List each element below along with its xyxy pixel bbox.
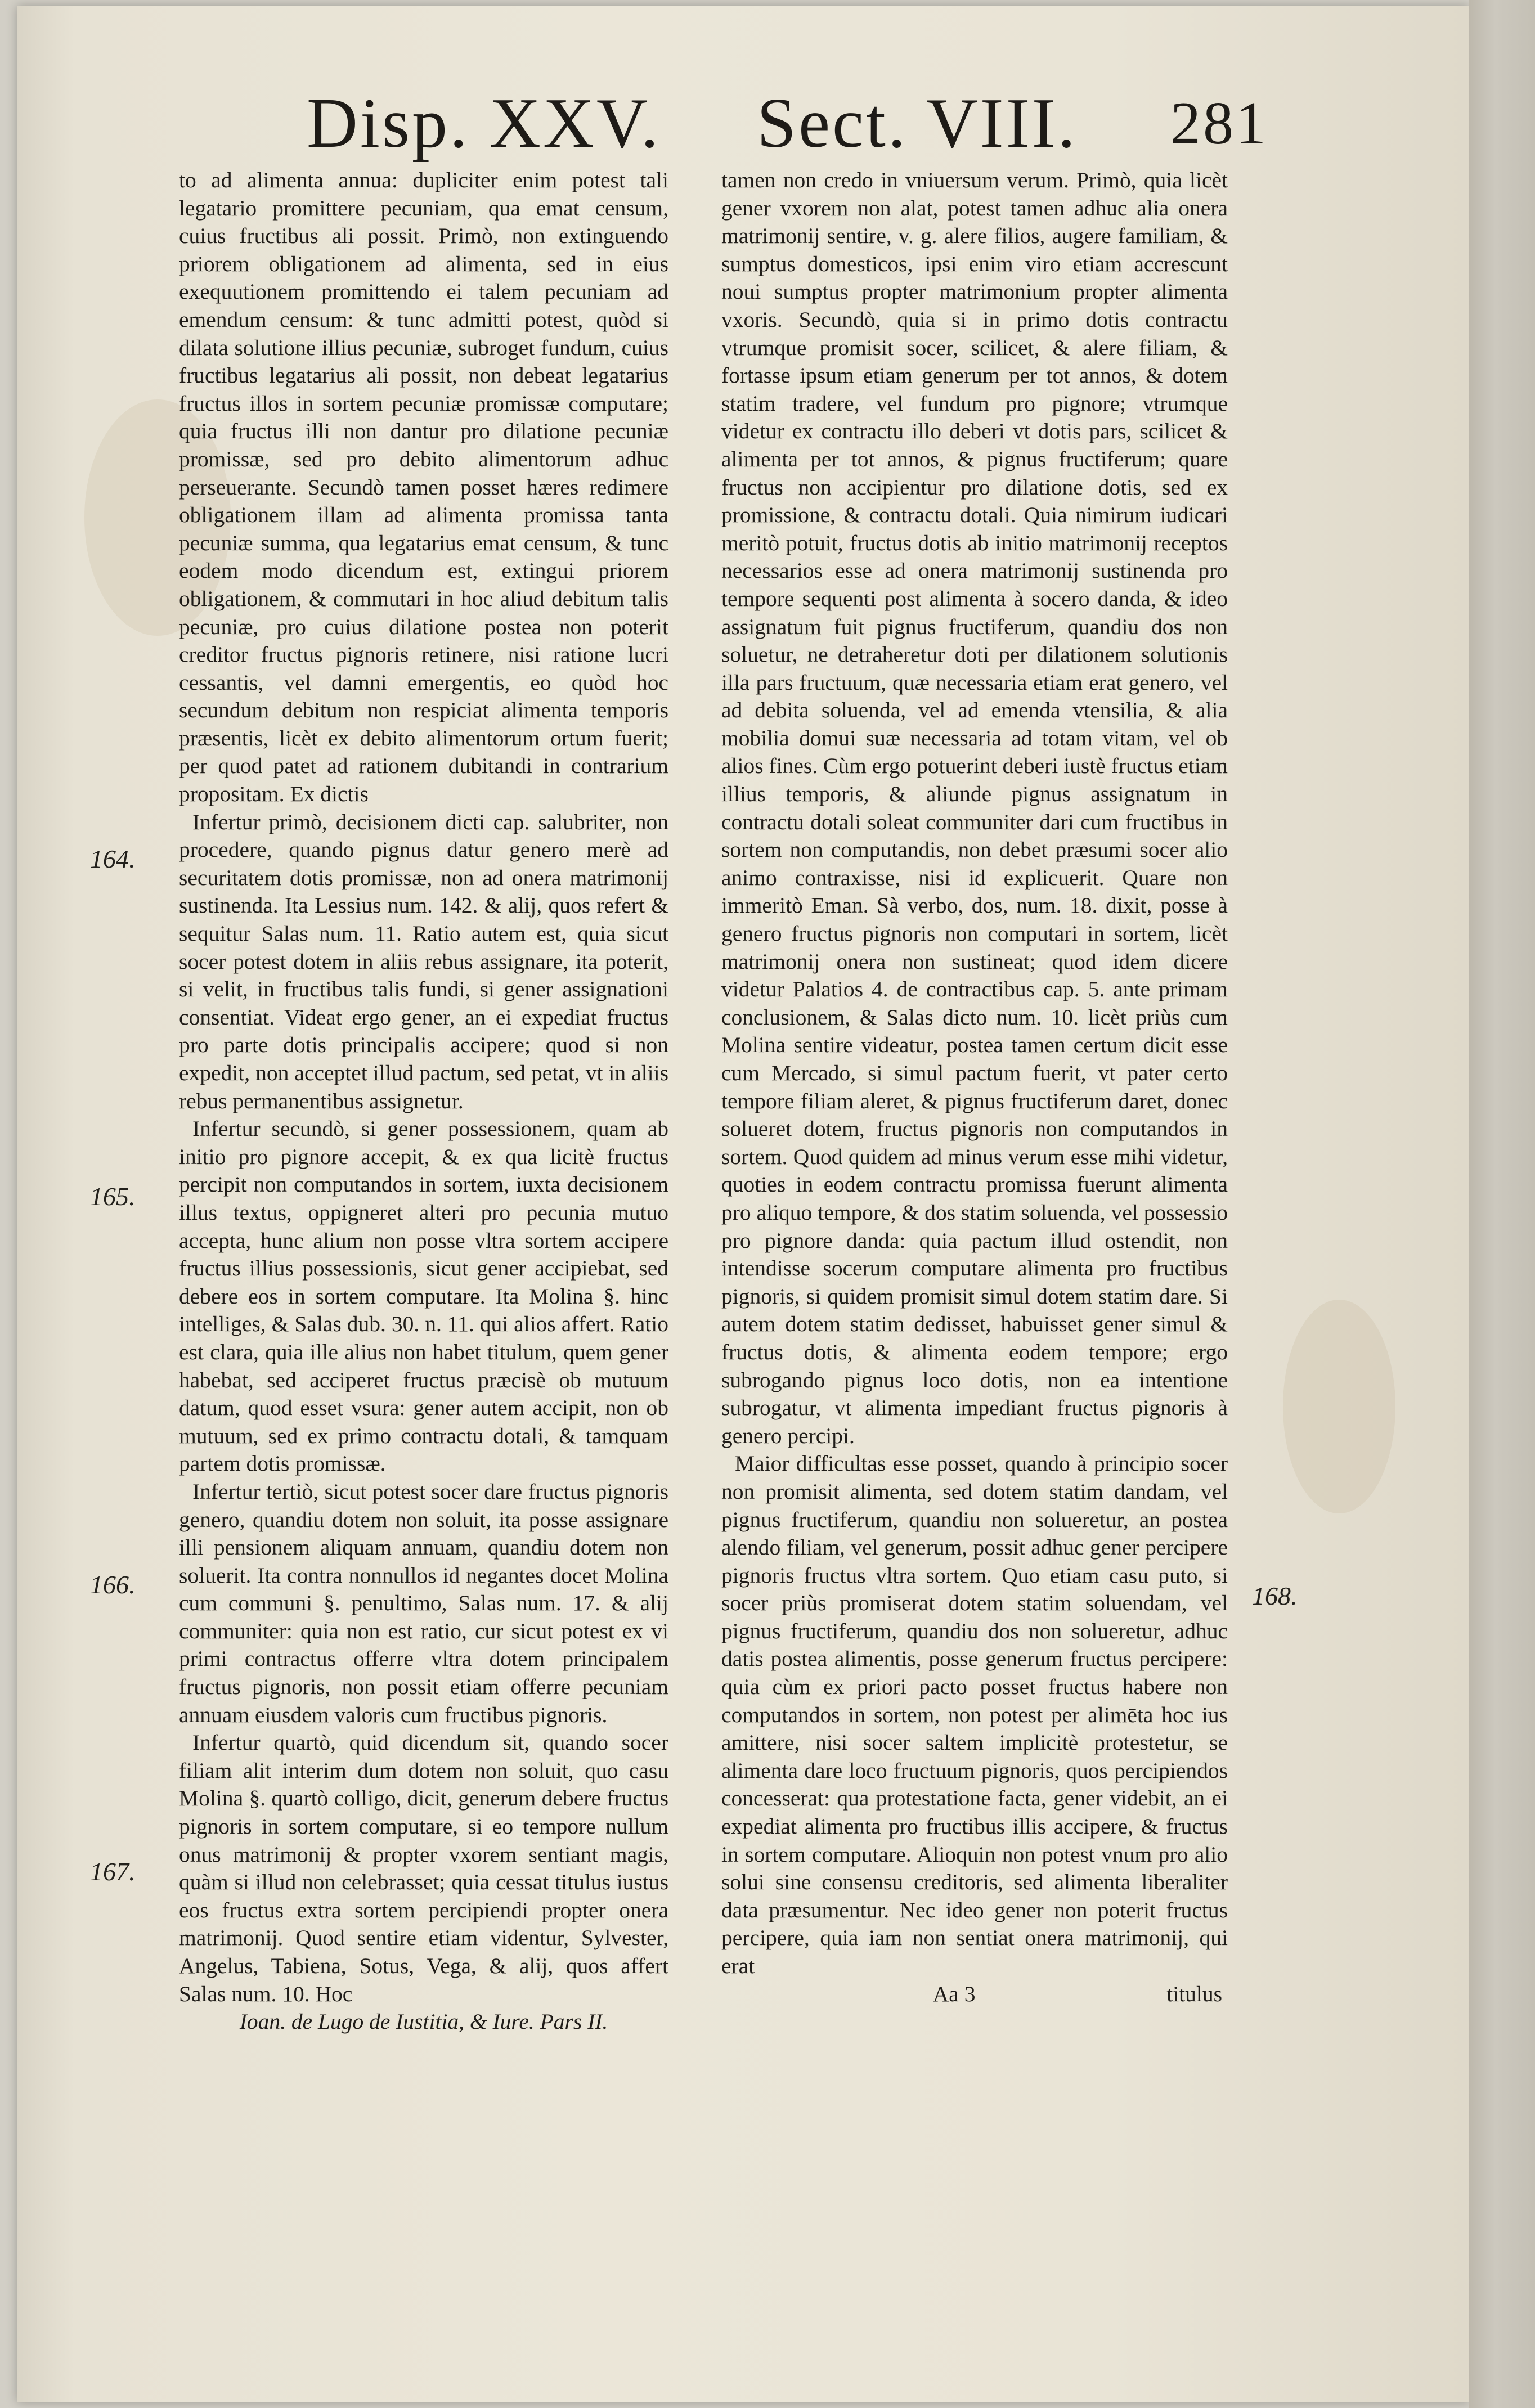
margin-number-164: 164. [90,844,136,873]
margin-number-166: 166. [90,1570,136,1599]
margin-number-165: 165. [90,1182,136,1211]
paragraph: tamen non credo in vniuersum verum. Primò, quia licèt gener vxorem non alat, potest tamen adhuc alia onera matrimonij sentire, v. g. alere filios, augere familiam, & sumptus domesticos, ipsi enim viro etiam accrescunt noui sumptus propter matrimonium propter alimenta vxoris. Secundò, quia si in primo dotis contractu vtrumque promisit socer, scilicet, & alere filiam, & fortasse ipsum etiam generum per tot annos, & dotem statim tradere, vel fundum pro pignore; vtrumque videtur ex contractu illo deberi vt dotis pars, scilicet & alimenta per tot annos, & pignus fructiferum; quare fructus non accipientur pro dilatione dotis, sed ex promissione, & contractu dotali. Quia nimirum iudicari meritò potuit, fructus dotis ab initio matrimonij receptos necessarios esse ad onera matrimonij sustinenda pro tempore sequenti post alimenta à socero danda, & ideo assignatum fuit pignus fructiferum, quandiu dos non soluetur, ne detraheretur doti per dilationem solutionis illa pars fructuum, quæ necessaria etiam erat genero, vel ad debita soluenda, vel ad emenda vtensilia, & alia mobilia domui suæ necessaria ad totam vitam, vel ob alios fines. Cùm ergo potuerint deberi iustè fructus etiam illius temporis, & aliunde pignus assignatum in contractu dotali soleat communiter dari cum fructibus in sortem non computandis, non debet præsumi socer alio animo contraxisse, nisi id explicuerit. Quare non immeritò Eman. Sà verbo, dos, num. 18. dixit, posse à genero fructus pignoris non computari in sortem, licèt matrimonij onera non sustineat; quod idem dicere videtur Palatios 4. de contractibus cap. 5. ante primam conclusionem, & Salas dicto num. 10. licèt priùs cum Molina sentire videatur, postea tamen certum dicit esse cum Mercado, si simul pactum fuerit, vt pater certo tempore filiam aleret, & pignus fructiferum daret, donec solueret dotem, fructus pignoris non computandos in sortem. Quod quidem ad minus verum esse mihi videtur, quoties in eodem contractu promissa fuerunt alimenta pro aliquo tempore, & dos statim soluenda, vel possessio pro pignore danda: quia pactum illud ostendit, non intendisse socerum computare alimenta pro fructibus pignoris, si quidem promisit simul dotem statim dare. Si autem dotem statim dedisset, habuisset gener simul & fructus dotis, & alimenta eodem tempore; ergo subrogando pignus loco dotis, non ea intentione subrogatur, vt alimenta impediant fructus pignoris à genero percipi. [721,168,1228,1448]
right-column [721,167,1228,2008]
page-number: 281 [1170,90,1268,157]
paragraph: to ad alimenta annua: dupliciter enim potest tali legatario promittere pecuniam, qua emat censum, cuius fructibus ali possit. Primò, non extinguendo priorem obligationem ad alimenta, sed in eius exequutionem promittendo ei talem pecuniam ad emendum censum: & tunc admitti potest, quòd si dilata solutione illius pecuniæ, subroget fundum, cuius fructibus legatarius ali possit, non debeat legatarius fructus illos in sortem pecuniæ promissæ computare; quia fructus illi non dantur pro dilatione pecuniæ promissæ, sed pro debito alimentorum adhuc perseuerante. Secundò tamen posset hæres redimere obligationem illam ad alimenta promissa tanta pecuniæ summa, qua legatarius emat censum, & tunc eodem modo dicendum est, extingui priorem obligationem, & commutari in hoc aliud debitum talis pecuniæ, pro cuius dilatione postea non poterit creditor fructus pignoris retinere, nisi ratione lucri cessantis, vel damni emergentis, eo quòd hoc secundum debitum non respiciat alimenta temporis præsentis, licèt ex debito alimentorum ortum fuerit; per quod patet ad rationem dubitandi in contrarium propositam. Ex dictis [179,168,668,807]
paragraph: Maior difficultas esse posset, quando à principio socer non promisit alimenta, sed dotem statim dandam, vel pignus fructiferum, quandiu non solueretur, an postea alendo filiam, vel generum, possit adhuc gener percipere pignoris fructus vltra sortem. Quo etiam casu puto, si socer priùs promiserat dotem statim soluendam, vel pignus fructiferum, quandiu dos non solueretur, adhuc datis postea alimentis, posse generum fructus percipere: quia cùm ex priori pacto posset fructus habere non computandos in sortem, non potest per alimēta hoc ius amittere, nisi socer saltem implicitè protestetur, se alimenta dare loco fructuum pignoris, quos percipiendos concesserat: qua protestatione facta, gener videbit, an ei expediat alimenta pro fructibus illis accipere, & fructus in sortem computare. Alioquin non potest vnum pro alio solui sine consensu creditoris, sed alimenta liberaliter data præsumentur. Nec ideo gener non poterit fructus percipere, quia iam non sentiat onera matrimonij, qui erat [721,1451,1228,1978]
book-footer: Ioan. de Lugo de Iustitia, & Iure. Pars II. [239,2009,608,2034]
signature-mark: Aa 3 [932,1981,976,2006]
paragraph: Infertur primò, decisionem dicti cap. salubriter, non procedere, quando pignus datur genero merè ad securitatem dotis promissæ, non ad onera matrimonij sustinenda. Ita Lessius num. 142. & alij, quos refert & sequitur Salas num. 11. Ratio autem est, quia sicut socer potest dotem in aliis rebus assignare, ita poterit, si velit, in fructibus talis fundi, si gener assignationi consentiat. Videat ergo gener, an ei expediat fructus pro parte dotis principalis accipere; quod si non expedit, non acceptet illud pactum, sed petat, vt in aliis rebus permanentibus assignetur. [179,809,668,1113]
paragraph: Infertur quartò, quid dicendum sit, quando socer filiam alit interim dum dotem non soluit, quo casu Molina §. quartò colligo, dicit, generum debere fructus pignoris in sortem computare, si eo tempore nullum onus matrimonij & propter vxorem sentiant magis, quàm si illud non celebrasset; quia cessat titulus iustus eos fructus extra sortem percipiendi propter onera matrimonij. Quod sentire etiam videntur, Sylvester, Angelus, Tabiena, Sotus, Vega, & alij, quos affert Salas num. 10. Hoc [179,1730,668,2006]
margin-number-168: 168. [1252,1582,1298,1610]
running-header-disputation: Disp. XXV. [307,84,661,163]
running-header-section: Sect. VIII. [757,84,1078,163]
paragraph: Infertur secundò, si gener possessionem, quam ab initio pro pignore accepit, & ex qua licitè fructus percipit non computandos in sortem, iuxta decisionem illus textus, oppigneret alteri pro pecunia mutuo accepta, hunc alium non posse vltra sortem accipere fructus illius possessionis, sicut gener accipiebat, sed debere eos in sortem computare. Ita Molina §. hinc intelliges, & Salas dub. 30. n. 11. qui alios affert. Ratio est clara, quia ille alius non habet titulum, quem gener habebat, sed acciperet fructus præcisè ob mutuum datum, quod esset vsura: gener autem accipit, non ob mutuum, sed ex primo contractu dotali, & tamquam partem dotis promissæ. [179,1116,668,1476]
page-edge [1469,0,1535,2408]
margin-number-167: 167. [90,1857,136,1886]
left-column [179,167,668,2036]
paragraph: Infertur tertiò, sicut potest socer dare fructus pignoris genero, quandiu dotem non soluit, ita posse assignare illi pensionem aliquam annuam, quandiu dotem non soluerit. Ita contra nonnullos id negantes docet Molina cum communi §. penultimo, Salas num. 17. & alij communiter: quia non est ratio, cur sicut potest ex vi primi contractus offerre vltra dotem principalem fructus pignoris, non possit etiam offerre pecuniam annuam eiusdem valoris cum fructibus pignoris. [179,1479,668,1727]
catchword: titulus [1166,1981,1222,2006]
signature-line [721,1980,1228,2009]
paper-stain [1283,1300,1395,1513]
